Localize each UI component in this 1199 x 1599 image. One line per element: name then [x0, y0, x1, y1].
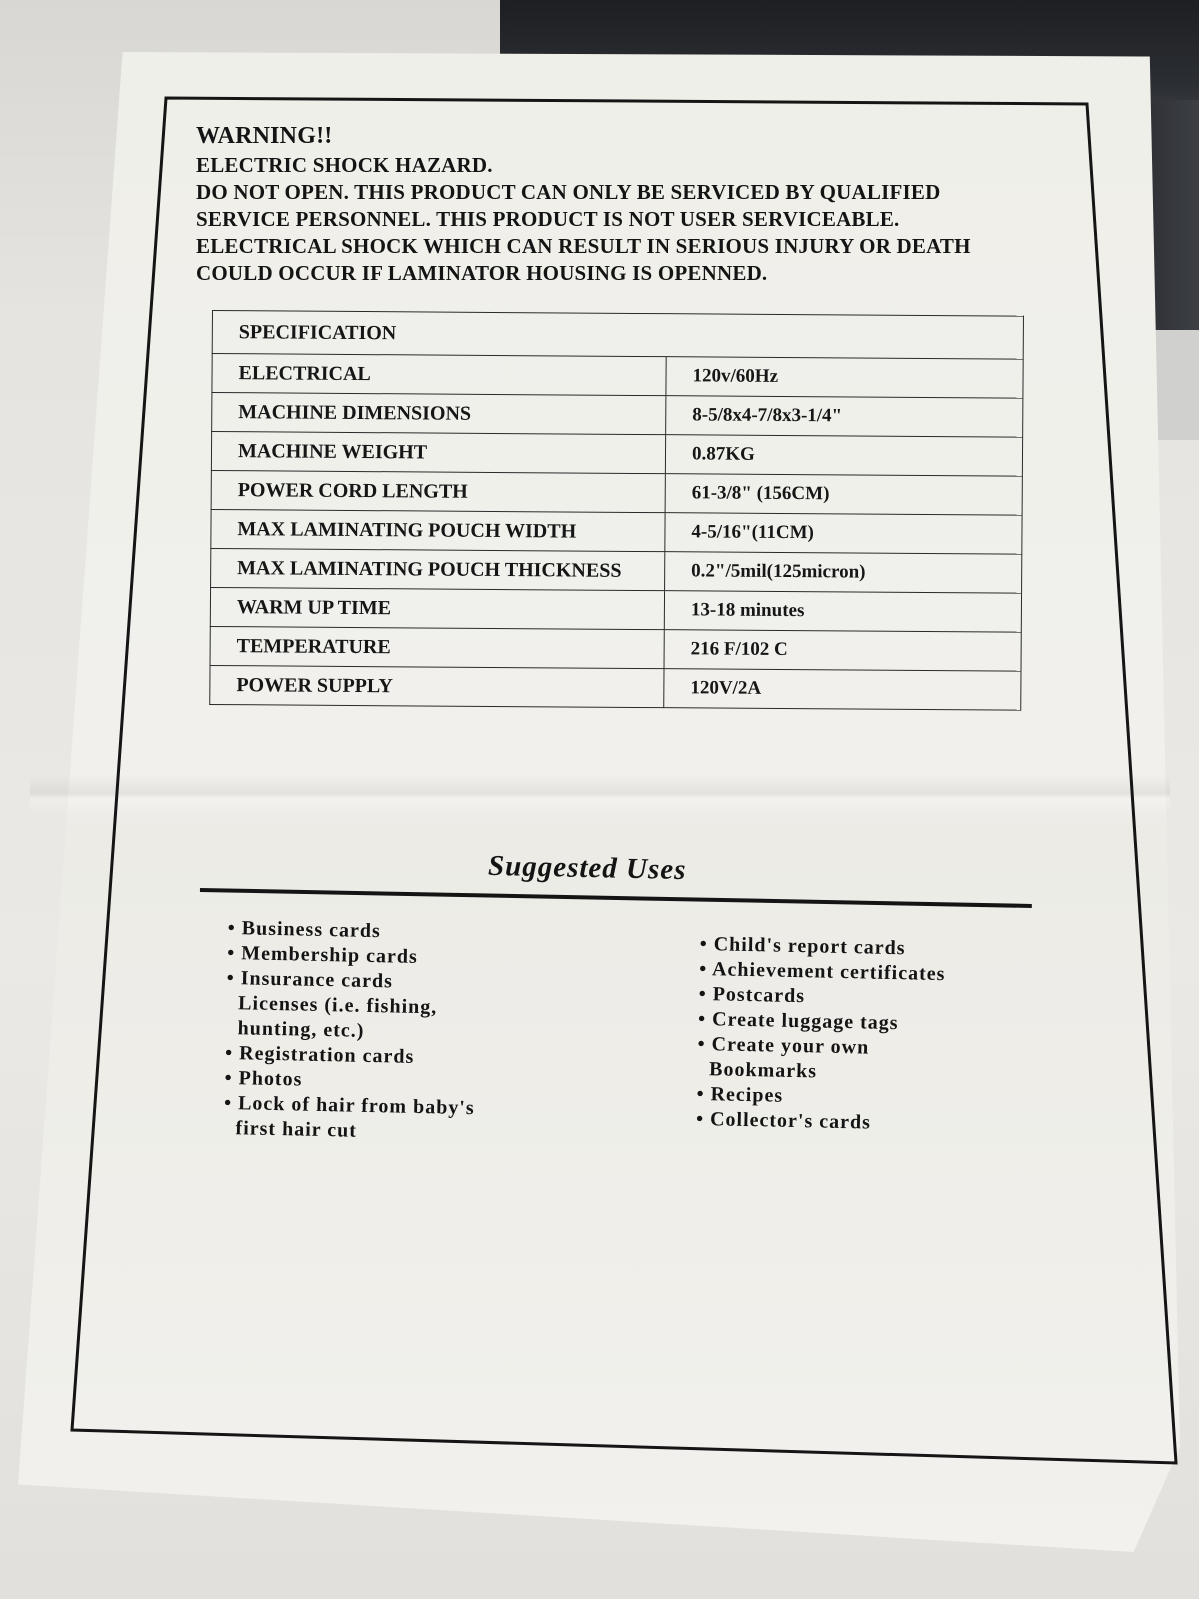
- list-item: • Child's report cards: [699, 932, 906, 960]
- spec-value: 4-5/16"(11CM): [665, 513, 1022, 554]
- spec-label: MACHINE DIMENSIONS: [212, 393, 666, 435]
- suggested-uses-left-list: [223, 916, 478, 1146]
- warning-line: DO NOT OPEN. THIS PRODUCT CAN ONLY BE SERVICED BY QUALIFIED: [196, 180, 941, 204]
- warning-block: [196, 120, 1016, 287]
- suggested-uses-right-list: [696, 932, 946, 1137]
- warning-line: ELECTRIC SHOCK HAZARD.: [196, 153, 493, 177]
- spec-value: 8-5/8x4-7/8x3-1/4": [666, 396, 1023, 437]
- suggested-uses-title: Suggested Uses: [487, 849, 687, 887]
- spec-row: [210, 587, 1021, 632]
- list-item: • Photos: [224, 1066, 303, 1091]
- spec-value: 13-18 minutes: [664, 591, 1021, 632]
- spec-label: TEMPERATURE: [210, 626, 664, 668]
- list-item: Bookmarks: [696, 1057, 818, 1083]
- spec-row: [211, 470, 1022, 515]
- list-item: hunting, etc.): [225, 1016, 365, 1042]
- spec-value: 216 F/102 C: [664, 630, 1021, 671]
- spec-value: 61-3/8" (156CM): [665, 474, 1022, 515]
- warning-line: SERVICE PERSONNEL. THIS PRODUCT IS NOT USER SERVICEABLE.: [196, 207, 900, 231]
- spec-label: POWER SUPPLY: [210, 665, 664, 707]
- spec-row: [212, 393, 1023, 438]
- warning-title: WARNING!!: [196, 123, 333, 149]
- spec-label: POWER CORD LENGTH: [211, 470, 665, 512]
- list-item: • Create luggage tags: [697, 1007, 899, 1035]
- spec-row: [211, 548, 1022, 593]
- spec-value: 120V/2A: [664, 669, 1021, 710]
- spec-header-row: [212, 311, 1023, 360]
- list-item: • Recipes: [696, 1082, 784, 1107]
- spec-heading: SPECIFICATION: [212, 311, 1023, 360]
- warning-line: COULD OCCUR IF LAMINATOR HOUSING IS OPENNED.: [196, 261, 768, 285]
- spec-row: [211, 509, 1022, 554]
- list-item: • Registration cards: [224, 1041, 415, 1068]
- spec-value: 0.2"/5mil(125micron): [665, 552, 1022, 593]
- spec-label: MACHINE WEIGHT: [211, 432, 665, 474]
- list-item: • Insurance cards: [226, 966, 394, 993]
- spec-label: MAX LAMINATING POUCH WIDTH: [211, 509, 665, 551]
- list-item: • Achievement certificates: [698, 957, 946, 986]
- spec-row: [210, 626, 1021, 671]
- specification-table: [209, 310, 1024, 711]
- spec-label: ELECTRICAL: [212, 354, 666, 396]
- spec-row: [212, 354, 1023, 399]
- spec-value: 120v/60Hz: [666, 357, 1023, 398]
- warning-line: ELECTRICAL SHOCK WHICH CAN RESULT IN SERIOUS INJURY OR DEATH: [196, 234, 971, 258]
- spec-row: [210, 665, 1021, 710]
- spec-label: MAX LAMINATING POUCH THICKNESS: [211, 548, 665, 590]
- list-item: • Lock of hair from baby's: [223, 1091, 475, 1120]
- list-item: • Business cards: [227, 916, 381, 943]
- list-item: • Membership cards: [226, 941, 418, 968]
- list-item: Licenses (i.e. fishing,: [225, 991, 438, 1019]
- list-item: first hair cut: [223, 1116, 358, 1142]
- list-item: • Create your own: [697, 1032, 870, 1059]
- spec-label: WARM UP TIME: [210, 587, 664, 629]
- list-item: • Postcards: [698, 982, 806, 1008]
- spec-value: 0.87KG: [665, 435, 1022, 476]
- list-item: • Collector's cards: [695, 1107, 872, 1134]
- spec-row: [211, 432, 1022, 477]
